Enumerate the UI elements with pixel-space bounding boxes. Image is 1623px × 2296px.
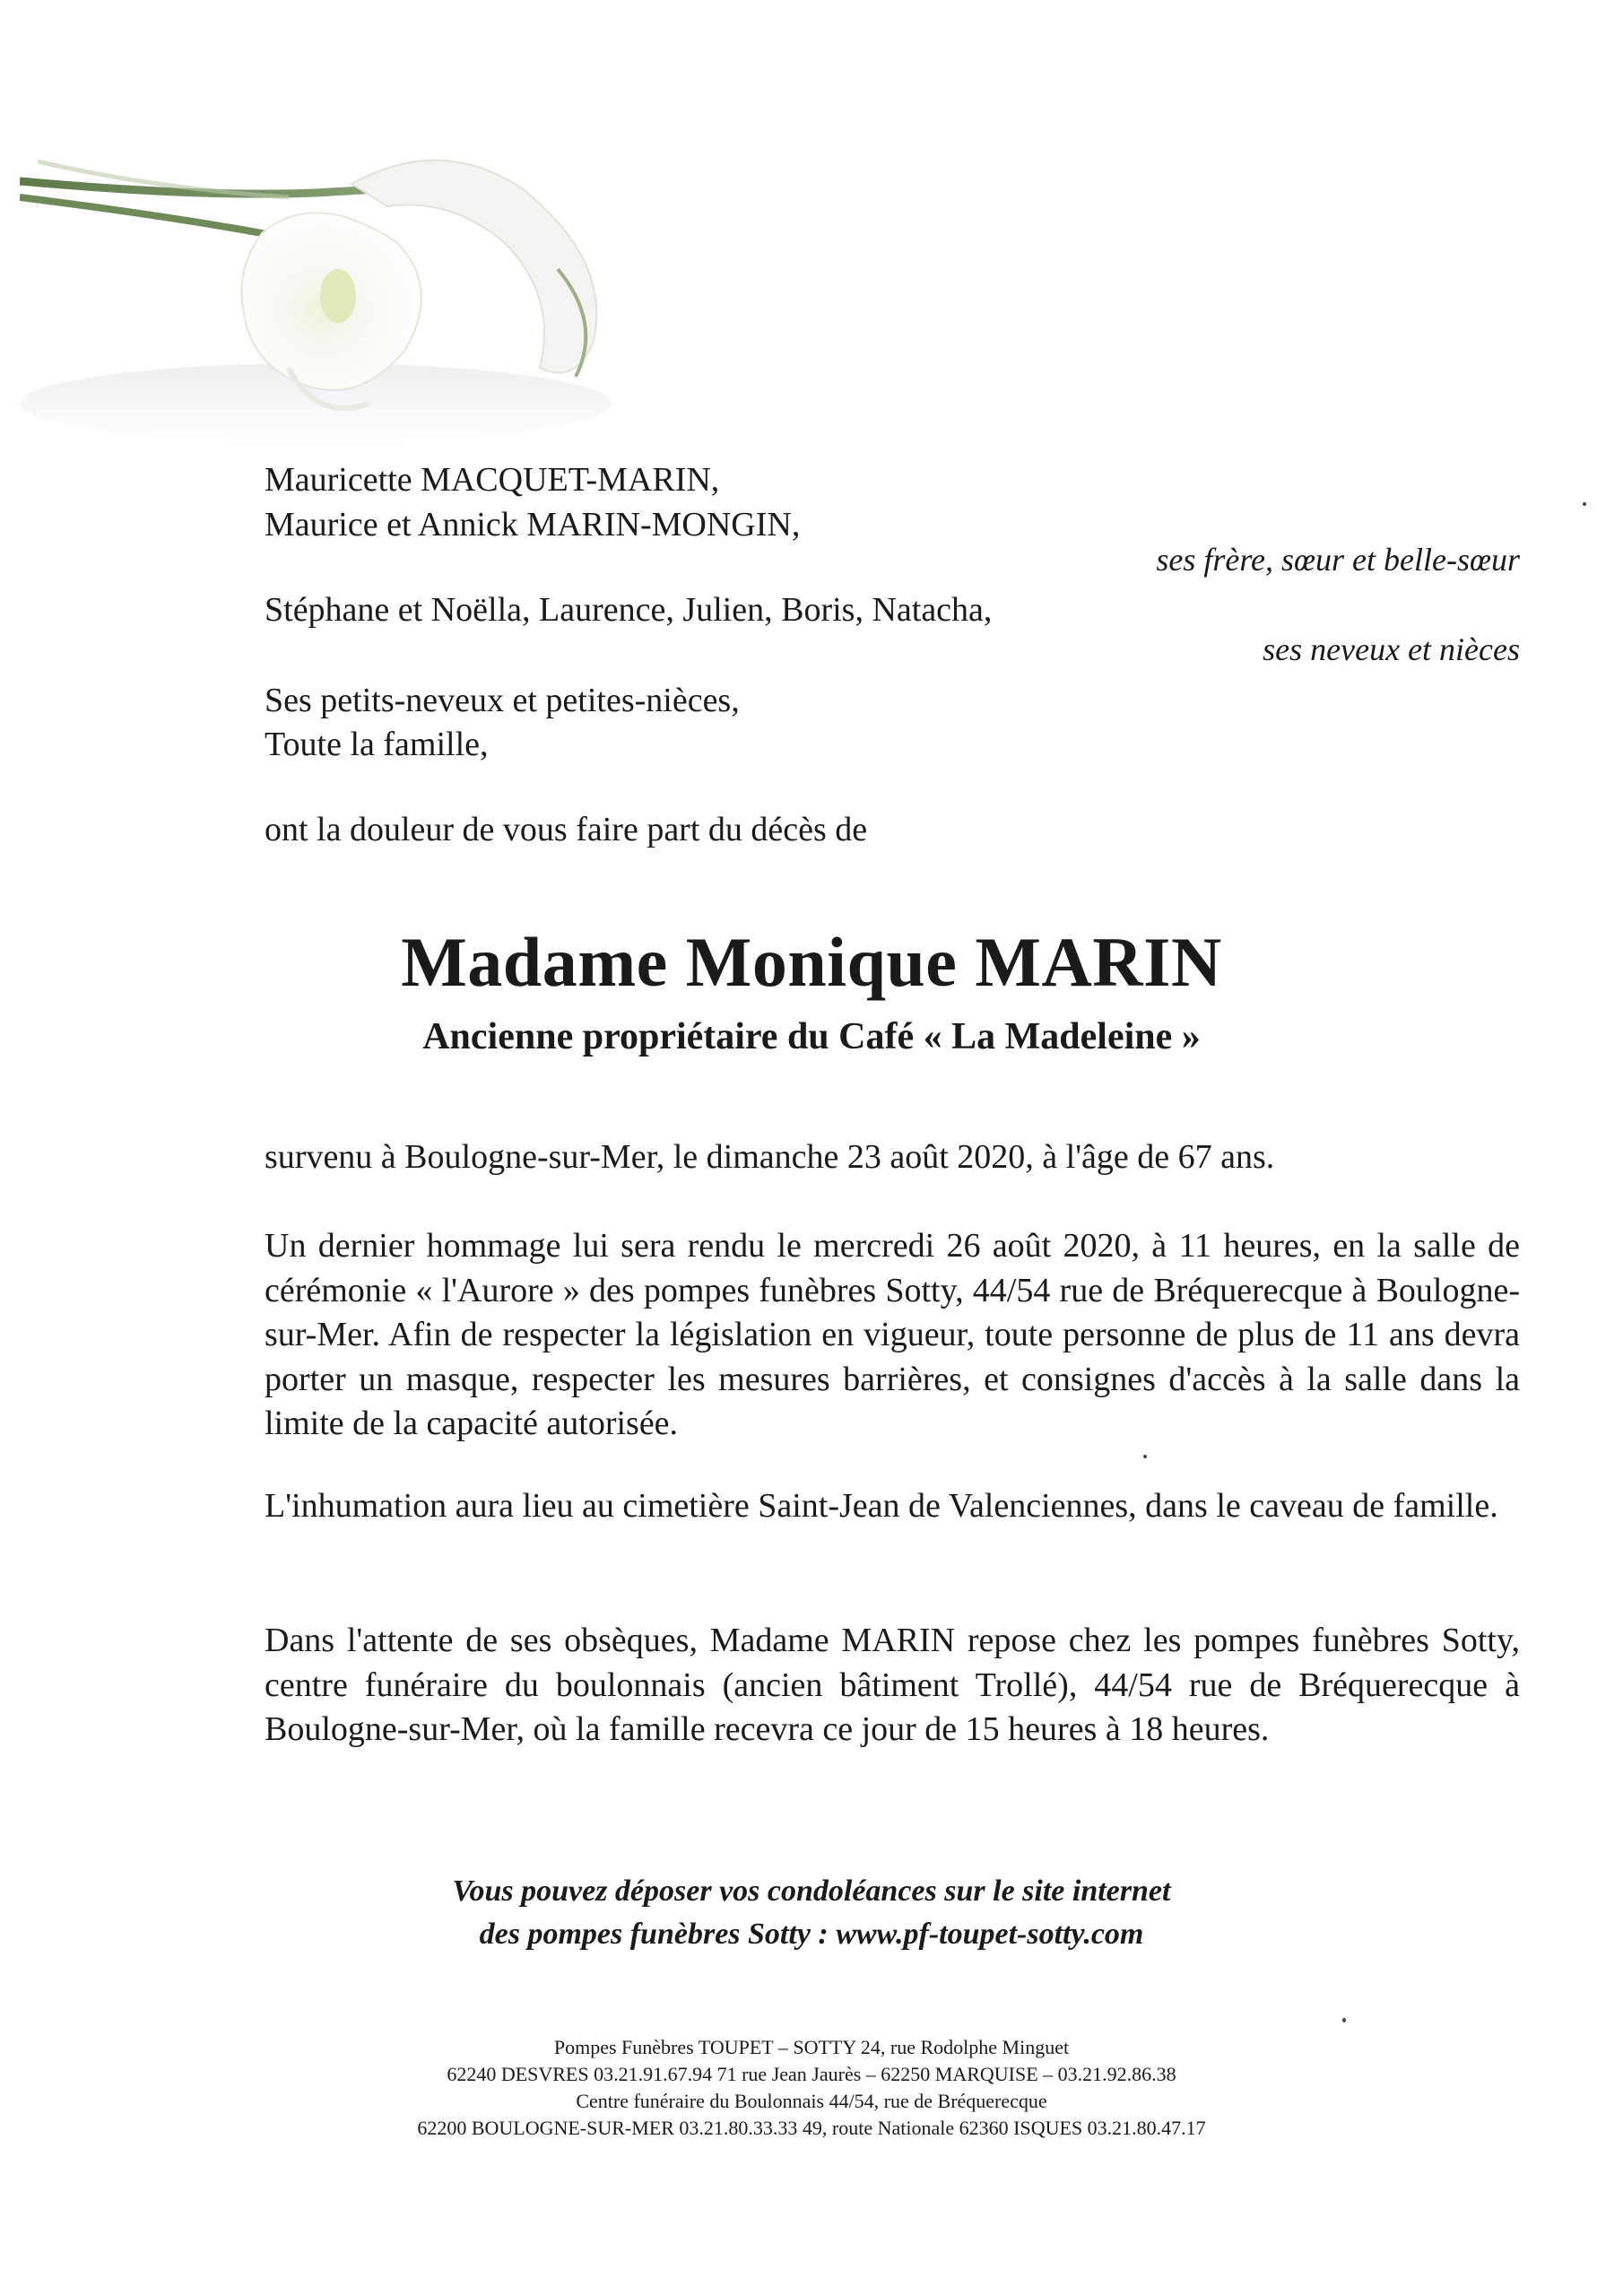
death-paragraph: survenu à Boulogne-sur-Mer, le dimanche 23 août 2020, à l'âge de 67 ans.: [265, 1138, 1275, 1176]
condolences-line-2: des pompes funèbres Sotty : www.pf-toupet-sotty.com: [479, 1918, 1144, 1951]
condolences-line-1: Vous pouvez déposer vos condoléances sur le site internet: [452, 1874, 1171, 1908]
footer-line-3: Centre funéraire du Boulonnais 44/54, rue de Bréquerecque: [576, 2090, 1047, 2112]
calla-lily-icon: [20, 135, 647, 448]
scan-speck: [1143, 1455, 1147, 1458]
deceased-subtitle: Ancienne propriétaire du Café « La Madeleine »: [422, 1016, 1201, 1057]
footer-line-1: Pompes Funèbres TOUPET – SOTTY 24, rue Rodolphe Minguet: [553, 2036, 1070, 2058]
family-line-3: Stéphane et Noëlla, Laurence, Julien, Boris, Natacha,: [265, 591, 993, 629]
family-line-1: Mauricette MACQUET-MARIN,: [265, 461, 720, 499]
family-line-2: Maurice et Annick MARIN-MONGIN,: [265, 506, 801, 544]
footer-line-2: 62240 DESVRES 03.21.91.67.94 71 rue Jean Jaurès – 62250 MARQUISE – 03.21.92.86.38: [447, 2063, 1176, 2085]
announcement-line: ont la douleur de vous faire part du décès de: [265, 811, 868, 848]
family-line-4: Ses petits-neveux et petites-nièces,: [265, 682, 740, 719]
relation-siblings: ses frère, sœur et belle-sœur: [1156, 542, 1520, 578]
footer-line-4: 62200 BOULOGNE-SUR-MER 03.21.80.33.33 49, route Nationale 62360 ISQUES 03.21.80.47.17: [417, 2117, 1206, 2139]
scan-speck: [1583, 502, 1586, 506]
burial-paragraph: L'inhumation aura lieu au cimetière Saint-Jean de Valenciennes, dans le caveau de famille.: [265, 1487, 1498, 1525]
scan-speck: [1342, 2018, 1346, 2022]
family-line-5: Toute la famille,: [265, 726, 489, 763]
rest-paragraph: Dans l'attente de ses obsèques, Madame MARIN repose chez les pompes funèbres Sotty, centre funéraire du boulonnais (ancien bâtiment Trollé), 44/54 rue de Bréquerecque à Boulogne-sur-Mer, où la famille recevra ce jour de 15 heures à 18 heures.: [265, 1622, 1520, 1748]
ceremony-paragraph: Un dernier hommage lui sera rendu le mercredi 26 août 2020, à 11 heures, en la salle de cérémonie « l'Aurore » des pompes funèbres Sotty, 44/54 rue de Bréquerecque à Boulogne-sur-Mer. Afin de respecter la législation en vigueur, toute personne de plus de 11 ans devra porter un masque, respecter les mesures barrières, et consignes d'accès à la salle dans la limite de la capacité autorisée.: [265, 1227, 1520, 1442]
deceased-name: Madame Monique MARIN: [401, 923, 1222, 1001]
relation-nephews: ses neveux et nièces: [1263, 631, 1520, 667]
